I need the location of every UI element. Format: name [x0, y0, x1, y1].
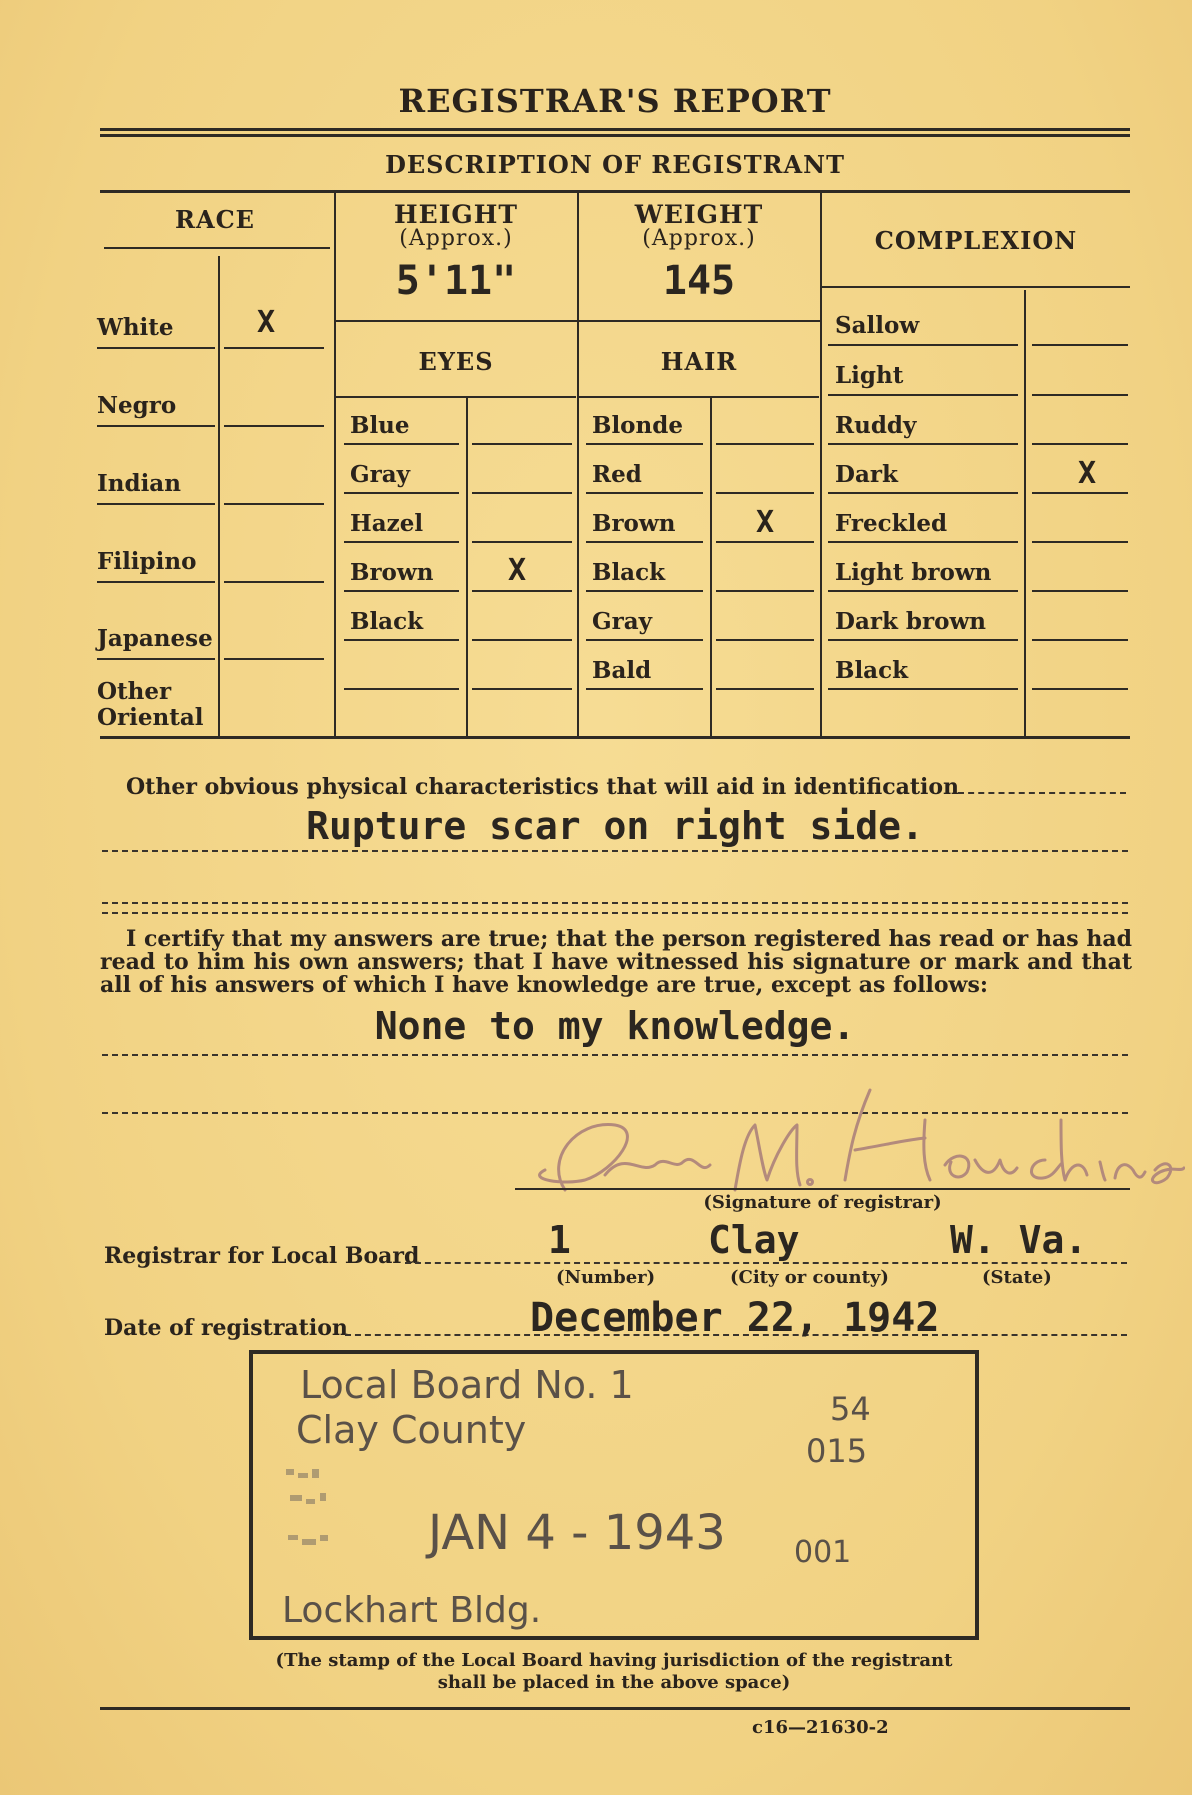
- local-board-state: W. Va.: [950, 1218, 1088, 1262]
- eyes-row-rule: [472, 443, 572, 445]
- table-bottom-rule: [100, 736, 1130, 739]
- complexion-row-rule: [828, 443, 1018, 445]
- eyes-row-rule: [344, 443, 459, 445]
- complexion-row-rule: [1032, 541, 1128, 543]
- footer-rule: [100, 1707, 1130, 1710]
- eyes-row-rule: [472, 688, 572, 690]
- complexion-option-dark: Dark: [835, 461, 898, 488]
- signature-line: [515, 1188, 1130, 1190]
- report-title: REGISTRAR'S REPORT: [398, 82, 832, 120]
- stamp-board-line: Local Board No. 1: [300, 1363, 634, 1407]
- race-row-rule: [97, 503, 215, 505]
- eyes-option-hazel: Hazel: [350, 510, 424, 537]
- divider-weight-complexion: [820, 192, 822, 737]
- hair-brown-mark: X: [756, 505, 775, 540]
- eyes-header-rule: [336, 396, 576, 398]
- characteristics-line: [102, 850, 1128, 852]
- complexion-dark-mark: X: [1078, 456, 1097, 491]
- section-rule: [100, 190, 1130, 193]
- race-row-rule: [97, 425, 215, 427]
- signature-caption: (Signature of registrar): [703, 1192, 942, 1213]
- race-row-rule: [97, 581, 215, 583]
- stamp-address-line: Lockhart Bldg.: [282, 1590, 542, 1631]
- section-title: DESCRIPTION OF REGISTRANT: [385, 150, 845, 179]
- complexion-option-black: Black: [835, 657, 909, 684]
- hair-row-rule: [586, 492, 703, 494]
- complexion-row-rule: [828, 688, 1018, 690]
- eyes-option-black: Black: [350, 608, 424, 635]
- race-option-other-oriental-text: Other Oriental: [97, 678, 204, 731]
- complexion-option-ruddy: Ruddy: [835, 412, 917, 439]
- eyes-row-rule: [472, 541, 572, 543]
- hair-header: HAIR: [660, 347, 738, 376]
- complexion-row-rule: [1032, 590, 1128, 592]
- certification-text: I certify that my answers are true; that the person registered has read or has had read to him his own answers; that I have witnessed his signature or mark and that all of his answers of which I have knowledge are true, except as follows:: [100, 926, 1132, 998]
- registration-date-label: Date of registration: [104, 1315, 348, 1341]
- complexion-option-light: Light: [835, 362, 904, 389]
- hair-option-red: Red: [592, 461, 642, 488]
- eyes-row-rule: [344, 541, 459, 543]
- hair-row-rule: [586, 688, 703, 690]
- characteristics-line-3: [102, 912, 1128, 914]
- race-row-rule: [97, 347, 215, 349]
- eyes-option-blue: Blue: [350, 412, 410, 439]
- race-header-rule: [104, 247, 330, 249]
- hair-option-gray: Gray: [592, 608, 653, 635]
- characteristics-prompt: Other obvious physical characteristics that will aid in identification: [126, 774, 960, 800]
- weight-value: 145: [662, 258, 736, 304]
- height-weight-rule: [336, 320, 820, 322]
- race-row-rule: [97, 658, 215, 660]
- form-number: c16—21630-2: [752, 1717, 889, 1738]
- race-option-japanese: Japanese: [97, 625, 213, 652]
- hair-option-bald: Bald: [592, 657, 652, 684]
- certification-line: [102, 1054, 1128, 1056]
- hair-row-rule: [716, 492, 814, 494]
- local-board-state-caption: (State): [982, 1267, 1052, 1288]
- hair-row-rule: [716, 688, 814, 690]
- race-row-rule: [224, 347, 324, 349]
- complexion-row-rule: [828, 394, 1018, 396]
- eyes-option-gray: Gray: [350, 461, 411, 488]
- hair-row-rule: [716, 443, 814, 445]
- stamp-caption-line-2: shall be placed in the above space): [437, 1672, 791, 1693]
- eyes-row-rule: [472, 492, 572, 494]
- eyes-row-rule: [344, 590, 459, 592]
- stamp-county-line: Clay County: [296, 1408, 527, 1452]
- complexion-row-rule: [828, 590, 1018, 592]
- local-board-number-caption: (Number): [556, 1267, 656, 1288]
- complexion-mark-column-divider: [1024, 290, 1026, 736]
- hair-row-rule: [716, 590, 814, 592]
- height-label: HEIGHT: [394, 200, 518, 229]
- complexion-row-rule: [1032, 344, 1128, 346]
- eyes-row-rule: [344, 639, 459, 641]
- eyes-mark-column-divider: [466, 398, 468, 736]
- height-approx-label: (Approx.): [399, 226, 513, 251]
- race-option-filipino: Filipino: [97, 548, 197, 575]
- complexion-row-rule: [828, 492, 1018, 494]
- hair-row-rule: [586, 541, 703, 543]
- registrar-signature: [505, 1080, 1185, 1210]
- complexion-header-rule: [822, 286, 1130, 288]
- complexion-header: COMPLEXION: [874, 226, 1078, 255]
- hair-mark-column-divider: [710, 398, 712, 736]
- complexion-row-rule: [1032, 688, 1128, 690]
- stamp-smudge-icon: [280, 1465, 350, 1565]
- race-option-negro: Negro: [97, 392, 177, 419]
- stamp-code-015: 015: [806, 1432, 868, 1470]
- height-value: 5'11": [395, 258, 517, 304]
- eyes-row-rule: [472, 639, 572, 641]
- race-option-white: White: [97, 314, 174, 341]
- complexion-option-light-brown: Light brown: [835, 559, 992, 586]
- complexion-row-rule: [828, 541, 1018, 543]
- certification-exceptions: None to my knowledge.: [374, 1004, 856, 1048]
- title-rule-bottom: [100, 134, 1130, 137]
- stamp-code-54: 54: [830, 1390, 871, 1428]
- title-rule-top: [100, 128, 1130, 131]
- eyes-brown-mark: X: [508, 553, 527, 588]
- complexion-row-rule: [1032, 639, 1128, 641]
- hair-option-black: Black: [592, 559, 666, 586]
- complexion-option-freckled: Freckled: [835, 510, 948, 537]
- hair-option-blonde: Blonde: [592, 412, 683, 439]
- complexion-row-rule: [828, 344, 1018, 346]
- local-board-line: [405, 1262, 1127, 1264]
- hair-row-rule: [716, 639, 814, 641]
- complexion-option-dark-brown: Dark brown: [835, 608, 986, 635]
- local-board-county: Clay: [708, 1218, 800, 1262]
- complexion-row-rule: [1032, 492, 1128, 494]
- registration-date-value: December 22, 1942: [530, 1295, 940, 1341]
- weight-approx-label: (Approx.): [642, 226, 756, 251]
- race-option-indian: Indian: [97, 470, 181, 497]
- hair-option-brown: Brown: [592, 510, 676, 537]
- race-row-rule: [224, 503, 324, 505]
- local-board-label: Registrar for Local Board: [104, 1243, 420, 1269]
- hair-row-rule: [586, 639, 703, 641]
- eyes-row-rule: [344, 688, 459, 690]
- characteristics-line-2: [102, 902, 1128, 904]
- local-board-number: 1: [548, 1218, 571, 1262]
- race-option-other-oriental: [97, 679, 217, 731]
- stamp-received-date: JAN 4 - 1943: [428, 1505, 726, 1561]
- stamp-caption-line-1: (The stamp of the Local Board having jurisdiction of the registrant: [275, 1650, 953, 1671]
- weight-label: WEIGHT: [634, 200, 764, 229]
- eyes-option-brown: Brown: [350, 559, 434, 586]
- race-row-rule: [224, 581, 324, 583]
- hair-row-rule: [716, 541, 814, 543]
- race-header: RACE: [175, 205, 255, 234]
- hair-row-rule: [586, 590, 703, 592]
- hair-row-rule: [586, 443, 703, 445]
- race-mark-column-divider: [218, 256, 220, 736]
- hair-header-rule: [579, 396, 819, 398]
- eyes-row-rule: [344, 492, 459, 494]
- race-row-rule: [224, 425, 324, 427]
- complexion-option-sallow: Sallow: [835, 312, 920, 339]
- local-board-county-caption: (City or county): [730, 1267, 889, 1288]
- complexion-row-rule: [828, 639, 1018, 641]
- complexion-row-rule: [1032, 443, 1128, 445]
- eyes-header: EYES: [418, 347, 494, 376]
- characteristics-prompt-leader: [958, 792, 1126, 794]
- stamp-code-001: 001: [794, 1535, 852, 1570]
- complexion-row-rule: [1032, 394, 1128, 396]
- race-row-rule: [224, 658, 324, 660]
- characteristics-value: Rupture scar on right side.: [306, 804, 924, 848]
- race-white-mark: X: [257, 305, 276, 340]
- eyes-row-rule: [472, 590, 572, 592]
